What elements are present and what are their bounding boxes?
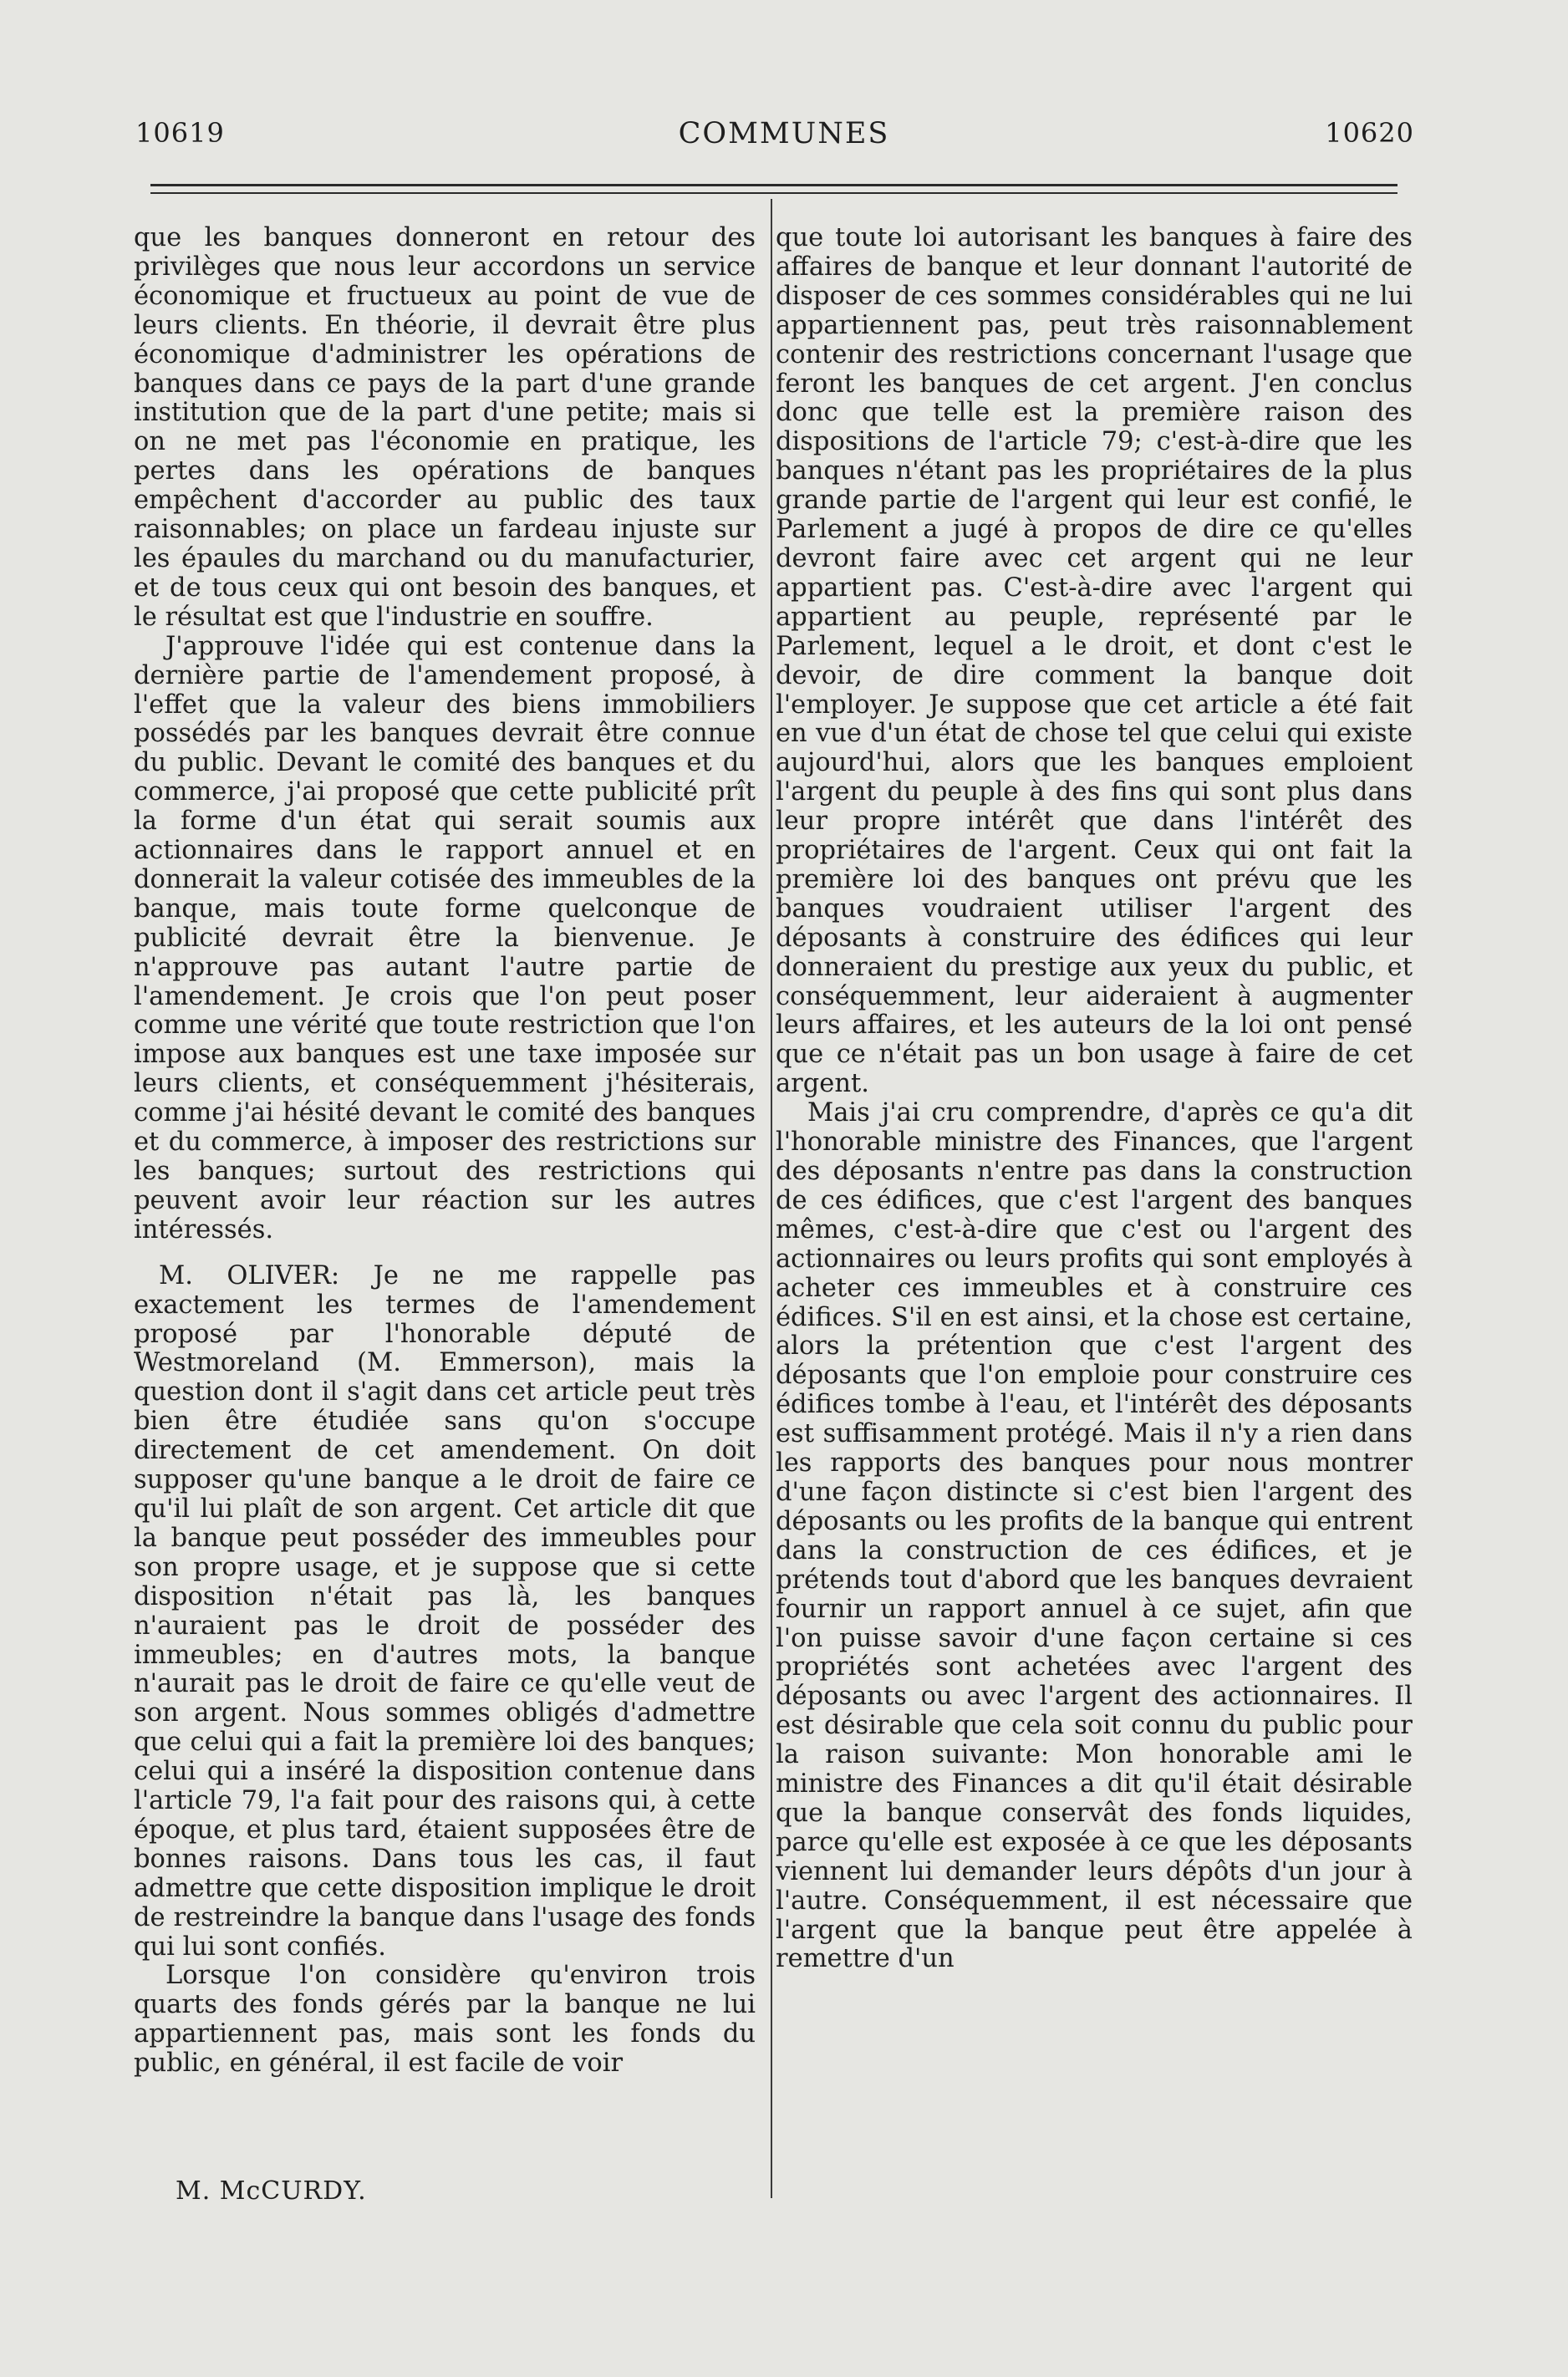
right-column (776, 224, 1413, 1974)
column-divider (771, 199, 772, 2198)
running-title: COMMUNES (678, 117, 890, 150)
page-number-right: 10620 (1325, 117, 1414, 149)
left-paragraph-2: J'approuve l'idée qui est contenue dans la dernière partie de l'amendement proposé, à l'effet que la valeur des biens immobiliers possédés par les banques devrait être connue du public. Devant le comité des banques et du commerce, j'ai proposé que cette publicité prît la forme d'un état qui serait soumis aux actionnaires dans le rapport annuel et en donnerait la valeur cotisée des immeubles de la banque, mais toute forme quelconque de publicité devrait être la bienvenue. Je n'approuve pas autant l'autre partie de l'amendement. Je crois que l'on peut poser comme une vérité que toute restriction que l'on impose aux banques est une taxe imposée sur leurs clients, et conséquemment j'hésiterais, comme j'ai hésité devant le comité des banques et du commerce, à imposer des restrictions sur les banques; surtout des restrictions qui peuvent avoir leur réaction sur les autres intéressés. (134, 631, 756, 1244)
header-rule-thick (150, 184, 1397, 186)
left-paragraph-4: Lorsque l'on considère qu'environ trois quarts des fonds gérés par la banque ne lui appartiennent pas, mais sont les fonds du public, en général, il est facile de voir (134, 1961, 756, 2079)
header-rule-thin (150, 192, 1397, 194)
left-column (134, 224, 756, 2079)
page-number-left: 10619 (135, 117, 225, 149)
left-paragraph-3-oliver: M. OLIVER: Je ne me rappelle pas exactement les termes de l'amendement proposé par l'honorable député de Westmoreland (M. Emmerson), mais la question dont il s'agit dans cet article peut très bien être étudiée sans qu'on s'occupe directement de cet amendement. On doit supposer qu'une banque a le droit de faire ce qu'il lui plaît de son argent. Cet article dit que la banque peut posséder des immeubles pour son propre usage, et je suppose que si cette disposition n'était pas là, les banques n'auraient pas le droit de posséder des immeubles; en d'autres mots, la banque n'aurait pas le droit de faire ce qu'elle veut de son argent. Nous sommes obligés d'admettre que celui qui a fait la première loi des banques; celui qui a inséré la disposition contenue dans l'article 79, l'a fait pour des raisons qui, à cette époque, et plus tard, étaient supposées être de bonnes raisons. Dans tous les cas, il faut admettre que cette disposition implique le droit de restreindre la banque dans l'usage des fonds qui lui sont confiés. (134, 1260, 756, 1962)
right-paragraph-1: que toute loi autorisant les banques à faire des affaires de banque et leur donnant l'autorité de disposer de ces sommes considérables qui ne lui appartiennent pas, peut très raisonnablement contenir des restrictions concernant l'usage que feront les banques de cet argent. J'en conclus donc que telle est la première raison des dispositions de l'article 79; c'est-à-dire que les banques n'étant pas les propriétaires de la plus grande partie de l'argent qui leur est confié, le Parlement a jugé à propos de dire ce qu'elles devront faire avec cet argent qui ne leur appartient pas. C'est-à-dire avec l'argent qui appartient au peuple, représenté par le Parlement, lequel a le droit, et dont c'est le devoir, de dire comment la banque doit l'employer. Je suppose que cet article a été fait en vue d'un état de chose tel que celui qui existe aujourd'hui, alors que les banques emploient l'argent du peuple à des fins qui sont plus dans leur propre intérêt que dans l'intérêt des propriétaires de l'argent. Ceux qui ont fait la première loi des banques ont prévu que les banques voudraient utiliser l'argent des déposants à construire des édifices qui leur donneraient du prestige aux yeux du public, et conséquemment, leur aideraient à augmenter leurs affaires, et les auteurs de la loi ont pensé que ce n'était pas un bon usage à faire de cet argent. (776, 223, 1413, 1099)
speaker-signature: M. McCURDY. (176, 2176, 367, 2206)
left-paragraph-1: que les banques donneront en retour des privilèges que nous leur accordons un service économique et fructueux au point de vue de leurs clients. En théorie, il devrait être plus économique d'administrer les opérations de banques dans ce pays de la part d'une grande institution que de la part d'une petite; mais si on ne met pas l'économie en pratique, les pertes dans les opérations de banques empêchent d'accorder au public des taux raisonnables; on place un fardeau injuste sur les épaules du marchand ou du manufacturier, et de tous ceux qui ont besoin des banques, et le résultat est que l'industrie en souffre. (134, 223, 756, 632)
right-paragraph-2: Mais j'ai cru comprendre, d'après ce qu'a dit l'honorable ministre des Finances, que l'argent des déposants n'entre pas dans la construction de ces édifices, que c'est l'argent des banques mêmes, c'est-à-dire que c'est ou l'argent des actionnaires ou leurs profits qui sont employés à acheter ces immeubles et à construire ces édifices. S'il en est ainsi, et la chose est certaine, alors la prétention que c'est l'argent des déposants que l'on emploie pour construire ces édifices tombe à l'eau, et l'intérêt des déposants est suffisamment protégé. Mais il n'y a rien dans les rapports des banques pour nous montrer d'une façon distincte si c'est bien l'argent des déposants ou les profits de la banque qui entrent dans la construction de ces édifices, et je prétends tout d'abord que les banques devraient fournir un rapport annuel à ce sujet, afin que l'on puisse savoir d'une façon certaine si ces propriétés sont achetées avec l'argent des déposants ou avec l'argent des actionnaires. Il est désirable que cela soit connu du public pour la raison suivante: Mon honorable ami le ministre des Finances a dit qu'il était désirable que la banque conservât des fonds liquides, parce qu'elle est exposée à ce que les déposants viennent lui demander leurs dépôts d'un jour à l'autre. Conséquemment, il est nécessaire que l'argent que la banque peut être appelée à remettre d'un (776, 1098, 1413, 1974)
